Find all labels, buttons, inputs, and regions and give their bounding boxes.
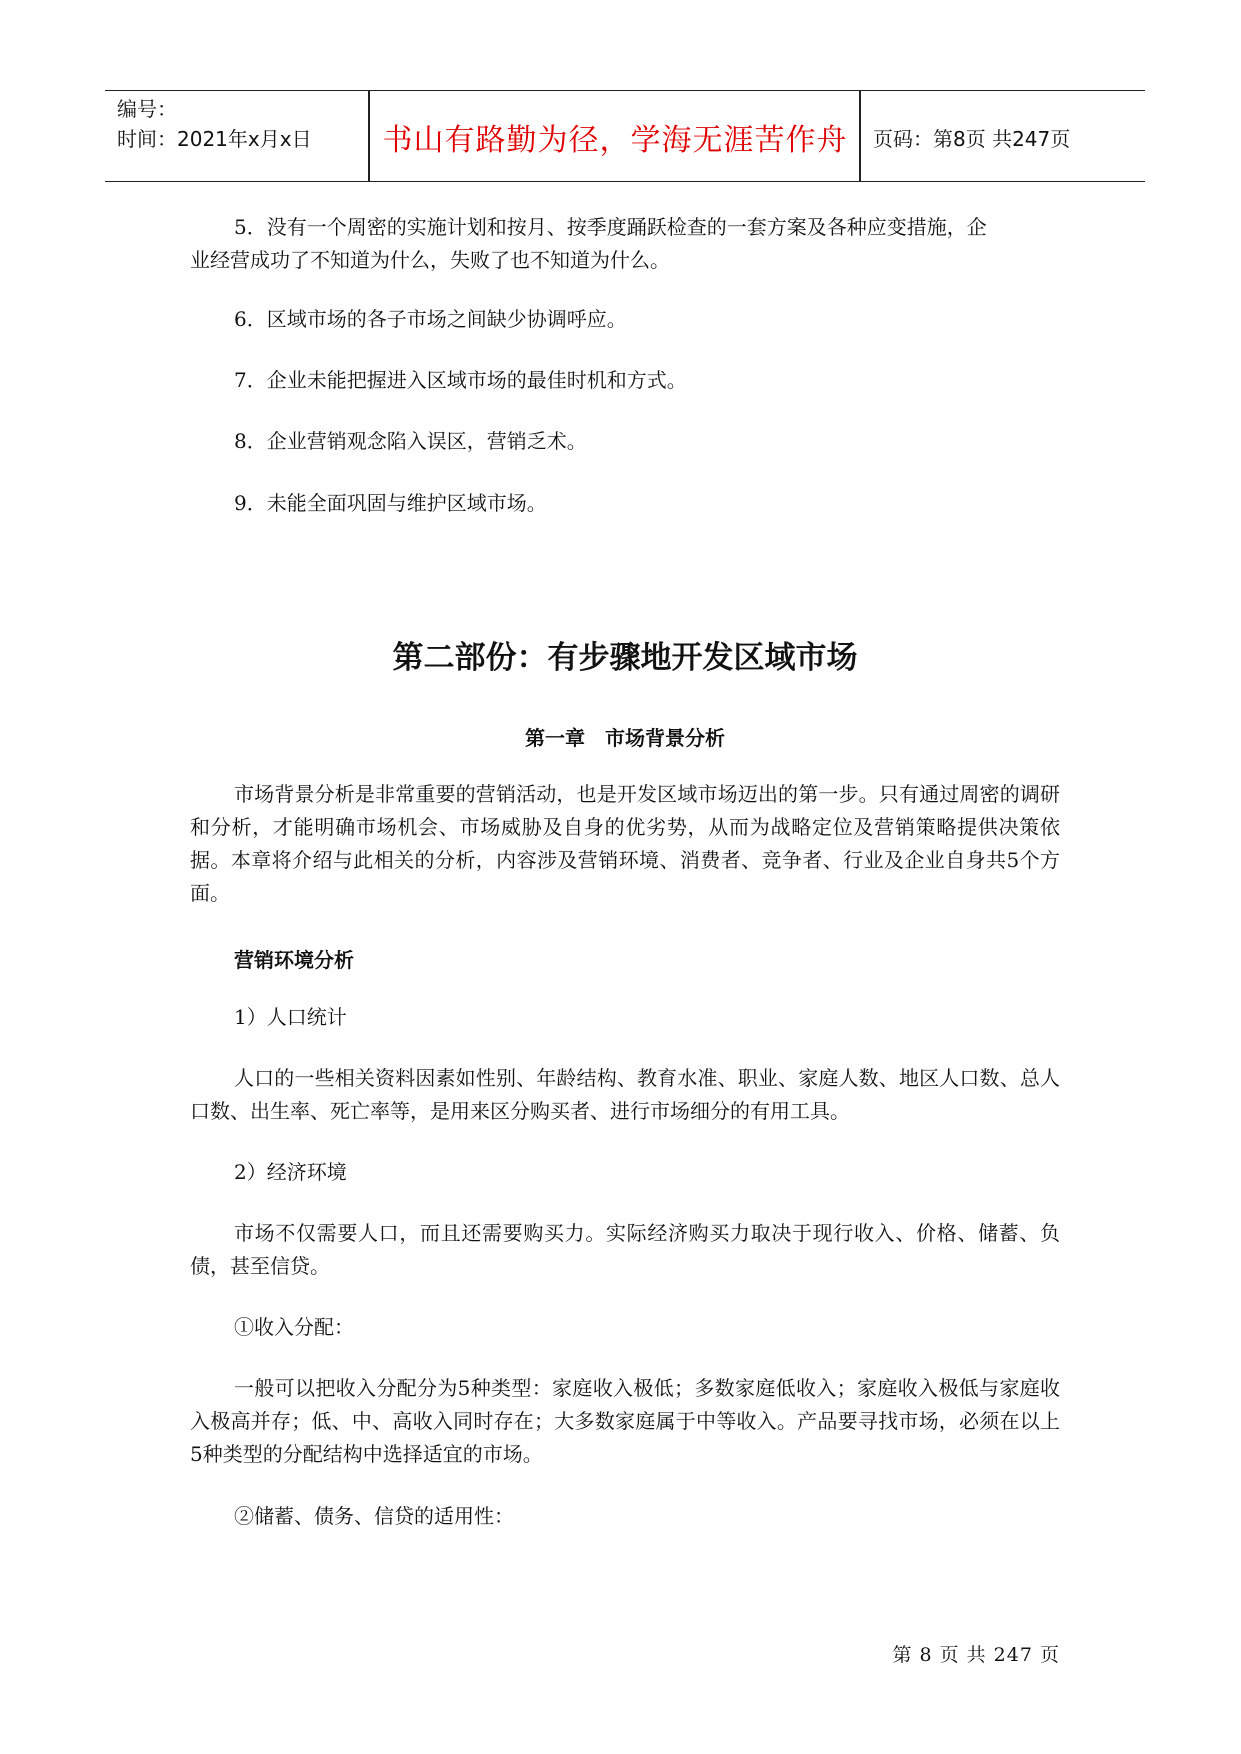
serial-number-label: 编号： [117,97,177,121]
header-meta [117,95,367,153]
list-item: 7．企业未能把握进入区域市场的最佳时机和方式。 [234,368,687,392]
list-item-continuation: 业经营成功了不知道为什么，失败了也不知道为什么。 [190,248,670,272]
section-heading: 营销环境分析 [234,948,354,972]
header-divider [859,91,861,181]
body-paragraph: 一般可以把收入分配分为5种类型：家庭收入极低；多数家庭低收入；家庭收入极低与家庭收入极高并存；低、中、高收入同时存在；大多数家庭属于中等收入。产品要寻找市场，必须在以上5种类型的分配结构中选择适宜的市场。 [190,1376,1060,1466]
intro-paragraph: 市场背景分析是非常重要的营销活动，也是开发区域市场迈出的第一步。只有通过周密的调研和分析，才能明确市场机会、市场威胁及自身的优劣势，从而为战略定位及营销策略提供决策依据。本章将介绍与此相关的分析，内容涉及营销环境、消费者、竞争者、行业及企业自身共5个方面。 [190,782,1060,905]
page-header [105,90,1145,182]
subsection-heading: 1）人口统计 [234,1005,347,1029]
header-divider [368,91,370,181]
subsection-heading: 2）经济环境 [234,1160,347,1184]
date-label: 时间：2021年x月x日 [117,127,312,151]
list-item: 8．企业营销观念陷入误区，营销乏术。 [234,429,587,453]
subsection-heading: ②储蓄、债务、信贷的适用性： [234,1504,514,1528]
list-item: 5．没有一个周密的实施计划和按月、按季度踊跃检查的一套方案及各种应变措施，企 [234,215,987,239]
list-item: 9．未能全面巩固与维护区域市场。 [234,491,547,515]
header-motto: 书山有路勤为径，学海无涯苦作舟 [382,123,848,158]
subsection-heading: ①收入分配： [234,1315,354,1339]
body-paragraph: 市场不仅需要人口，而且还需要购买力。实际经济购买力取决于现行收入、价格、储蓄、负债，甚至信贷。 [190,1221,1060,1278]
page-footer: 第 8 页 共 247 页 [892,1644,1060,1666]
part-title: 第二部份：有步骤地开发区域市场 [392,640,858,676]
header-page-code: 页码：第8页 共247页 [873,127,1071,151]
chapter-title: 第一章 市场背景分析 [525,726,725,750]
list-item: 6．区域市场的各子市场之间缺少协调呼应。 [234,307,627,331]
body-paragraph: 人口的一些相关资料因素如性别、年龄结构、教育水准、职业、家庭人数、地区人口数、总人口数、出生率、死亡率等，是用来区分购买者、进行市场细分的有用工具。 [190,1066,1060,1123]
